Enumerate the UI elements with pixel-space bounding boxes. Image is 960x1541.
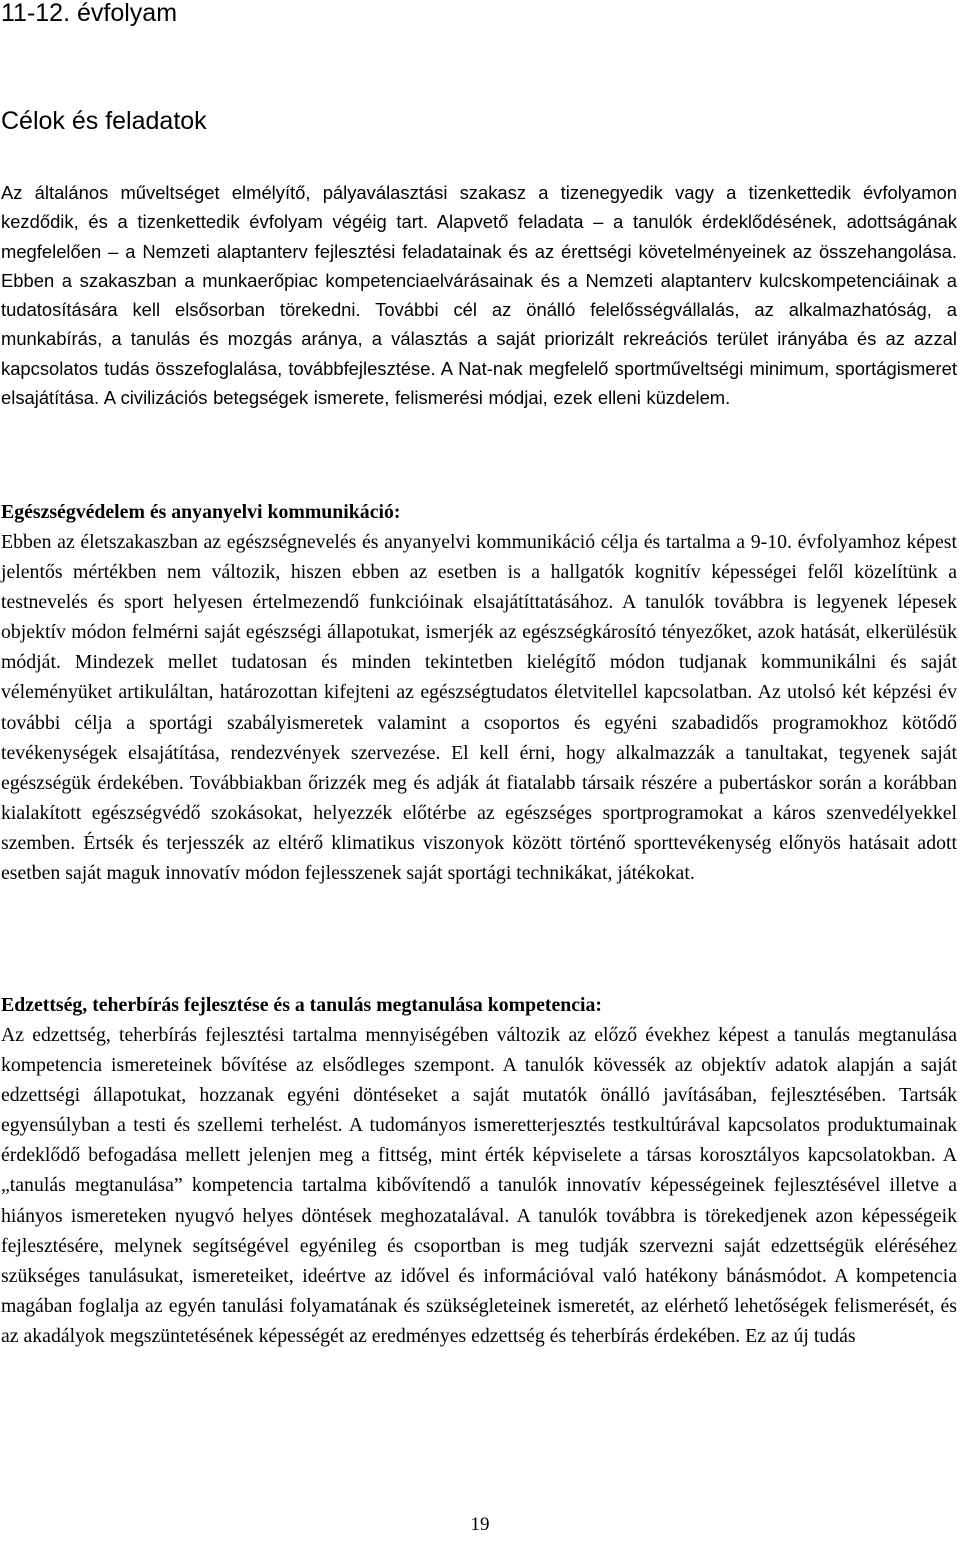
fitness-learning-paragraph: Az edzettség, teherbírás fejlesztési tartalma mennyiségében változik az előző évekhez képest a tanulás megtanulása kompetencia ismereteinek bővítése az elsődleges szempont. A tanulók kövessék az objektív adatok alapján a saját edzettségi állapotukat, hozzanak egyéni döntéseket a saját mutatók önálló javításában, fejlesztésében. Tartsák egyensúlyban a testi és szellemi terhelést. A tudományos ismeretterjesztés testkultúrával kapcsolatos produktumainak érdeklődő befogadása mellett jelenjen meg a fittség, mint érték képviselete a társas korosztályos kapcsolatokban. A „tanulás megtanulása” kompetencia tartalma kibővítendő a tanulók innovatív képességeinek fejlesztésével illetve a hiányos ismereteken nyugvó helyes döntések meghozatalával. A tanulók továbbra is törekedjenek azon képességeik fejlesztésére, melynek segítségével egyénileg és csoportban is meg tudják szervezni saját edzettségük eléréséhez szükséges tanulásukat, ismereteiket, ideértve az idővel és információval való hatékony bánásmódot. A kompetencia magában foglalja az egyén tanulási folyamatának és szükségleteinek ismeretét, az elérhető lehetőségek felismerését, és az akadályok megszüntetésének képességét az eredményes edzettség és teherbírás érdekében. Ez az új tudás [1,1024,957,1347]
intro-paragraph: Az általános műveltséget elmélyítő, pályaválasztási szakasz a tizenegyedik vagy a tizenkettedik évfolyamon kezdődik, és a tizenkettedik évfolyam végéig tart. Alapvető feladata – a tanulók érdeklődésének, adottságának megfelelően – a Nemzeti alaptanterv fejlesztési feladatainak és az érettségi követelményeinek az összehangolása. Ebben a szakaszban a munkaerőpiac kompetenciaelvárásainak és a Nemzeti alaptanterv kulcskompetenciáinak a tudatosítására kell elsősorban törekedni. További cél az önálló felelősségvállalás, az alkalmazhatóság, a munkabírás, a tanulás és mozgás aránya, a választás a saját priorizált rekreációs terület irányába és az azzal kapcsolatos tudás összefoglalása, továbbfejlesztése. A Nat-nak megfelelő sportműveltségi minimum, sportágismeret elsajátítása. A civilizációs betegségek ismerete, felismerési módjai, ezek elleni küzdelem. [1,182,957,409]
grade-title: 11-12. évfolyam [1,0,178,27]
fitness-learning-heading: Edzettség, teherbírás fejlesztése és a tanulás megtanulása kompetencia: [1,994,603,1016]
health-communication-heading: Egészségvédelem és anyanyelvi kommunikáció: [1,501,401,523]
health-communication-paragraph: Ebben az életszakaszban az egészségnevelés és anyanyelvi kommunikáció célja és tartalma a 9-10. évfolyamhoz képest jelentős mértékben nem változik, hiszen ebben az esetben is a hallgatók kognitív képességei felől közelítünk a testnevelés és sport helyesen értelmezendő funkcióinak elsajátíttatásához. A tanulók továbbra is legyenek lépesek objektív módon felmérni saját egészségi állapotukat, ismerjék az egészségkárosító tényezőket, azok hatását, elkerülésük módját. Mindezek mellet tudatosan és minden tekintetben kielégítő módon tudjanak kommunikálni és saját véleményüket artikuláltan, határozottan kifejteni az egészségtudatos életvitellel kapcsolatban. Az utolsó két képzési év további célja a sportági szabályismeretek valamint a csoportos és egyéni szabadidős programokhoz kötődő tevékenységek elsajátítása, rendezvények szervezése. El kell érni, hogy alkalmazzák a tanultakat, tegyenek saját egészségük érdekében. Továbbiakban őrizzék meg és adják át fiatalabb társaik részére a pubertáskor során a korábban kialakított egészségvédő szokásokat, helyezzék előtérbe az egészséges sportprogramokat a káros szenvedélyekkel szemben. Értsék és terjesszék az eltérő klimatikus viszonyok között történő sporttevékenység előnyös hatásait adott esetben saját maguk innovatív módon fejlesszenek saját sportági technikákat, játékokat. [1,531,957,885]
health-communication-section [1,497,957,888]
fitness-learning-section [1,990,957,1351]
page-number: 19 [470,1514,490,1535]
section-title: Célok és feladatok [1,107,207,135]
